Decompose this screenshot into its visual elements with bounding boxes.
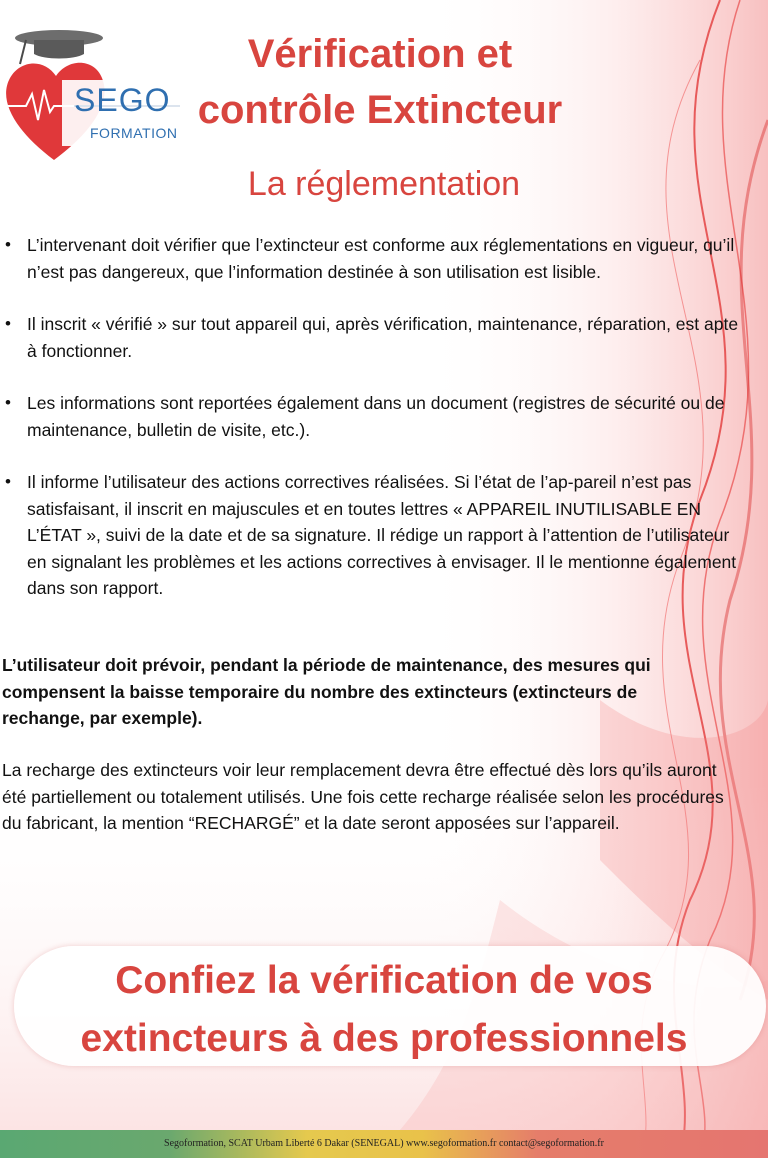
list-item-text: Les informations sont reportées également dans un document (registres de sécurité ou de maintenance, bulletin de visite, etc.).	[27, 393, 725, 440]
list-item-text: Il inscrit « vérifié » sur tout appareil qui, après vérification, maintenance, réparation, est apte à fonctionner.	[27, 314, 739, 361]
list-item-text: Il informe l’utilisateur des actions correctives réalisées. Si l’état de l’ap-pareil n’est pas satisfaisant, il inscrit en majuscules et en toutes lettres « APPAREIL INUTILISABLE EN L’ÉTAT », suivi de la date et de sa signature. Il rédige un rapport à l’attention de l’utilisateur en signalant les problèmes et les actions correctives à envisager. Il le mentionne également dans son rapport.	[27, 472, 737, 598]
logo-tagline: FORMATION	[90, 125, 178, 141]
list-item	[0, 390, 740, 443]
page-subtitle: La réglementation	[247, 165, 521, 203]
sego-formation-logo	[4, 20, 184, 170]
recharge-paragraph: La recharge des extincteurs voir leur remplacement devra être effectué dès lors qu’ils auront été partiellement ou totalement utilisés. Une fois cette recharge réalisée selon les procédures du fabricant, la mention “RECHARGÉ” et la date seront apposées sur l’appareil.	[2, 760, 724, 833]
cta-line-1: Confiez la vérification de vos	[115, 959, 653, 1002]
cta-text	[0, 952, 768, 1068]
list-item-text: L’intervenant doit vérifier que l’extincteur est conforme aux réglementations en vigueur, qu’il n’est pas dangereux, que l’information destinée à son utilisation est lisible.	[27, 235, 735, 282]
user-obligation-paragraph: L’utilisateur doit prévoir, pendant la période de maintenance, des mesures qui compensent la baisse temporaire du nombre des extincteurs (extincteurs de rechange, par exemple).	[2, 655, 651, 728]
list-item	[0, 232, 740, 285]
title-line-1: Vérification et	[247, 32, 513, 76]
regulation-list	[0, 232, 740, 628]
bullet-icon: •	[5, 472, 11, 491]
list-item	[0, 469, 740, 602]
title-line-2: contrôle Extincteur	[197, 88, 563, 132]
bullet-icon: •	[5, 314, 11, 333]
logo-brand-name: SEGO	[74, 82, 171, 118]
cta-line-2: extincteurs à des professionnels	[80, 1017, 688, 1060]
bullet-icon: •	[5, 393, 11, 412]
footer-contact: Segoformation, SCAT Urbam Liberté 6 Dakar (SENEGAL) www.segoformation.fr contact@segoformation.fr	[164, 1138, 604, 1149]
bullet-icon: •	[5, 235, 11, 254]
page-title	[180, 26, 580, 138]
list-item	[0, 311, 740, 364]
